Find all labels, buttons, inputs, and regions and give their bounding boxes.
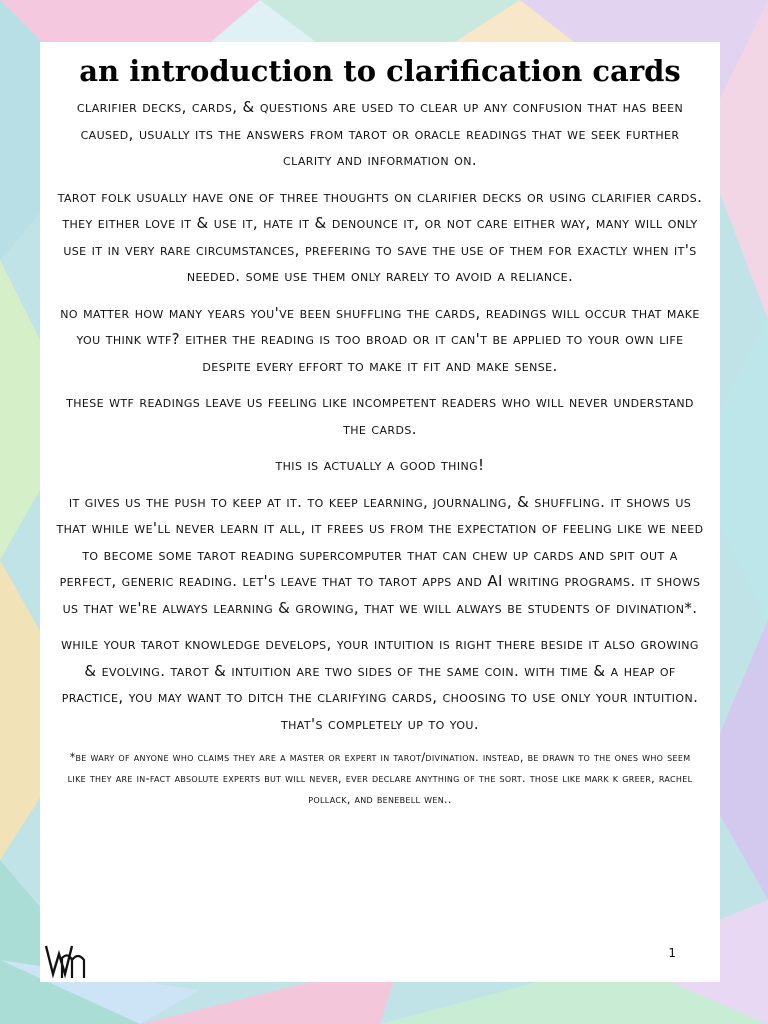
page-title: an introduction to clarification cards: [79, 54, 681, 88]
paragraph-6: it gives us the push to keep at it. to keep learning, journaling, & shuffling. it shows us that while we'll never learn it all, it frees us from the expectation of feeling like we need to become some tarot reading supercomputer that can chew up cards and spit out a perfect, generic reading. let's leave that to tarot apps and AI writing programs. it shows us that we're always learning & growing, that we will always be students of divination*.: [56, 492, 704, 617]
paragraph-7: while your tarot knowledge develops, your intuition is right there beside it also growing & evolving. tarot & intuition are two sides of the same coin. with time & a heap of practice, you may want to ditch the clarifying cards, choosing to use only your intuition. that's completely up to you.: [61, 635, 699, 733]
wm-logo-icon: [44, 940, 90, 982]
paragraph-3: no matter how many years you've been shuffling the cards, readings will occur that make you think wtf? either the reading is too broad or it can't be applied to your own life despite every effort to make it fit and make sense.: [60, 303, 700, 375]
paragraph-2: tarot folk usually have one of three thoughts on clarifier decks or using clarifier cards. they either love it & use it, hate it & denounce it, or not care either way, many will only use it in very rare circumstances, prefering to save the use of them for exactly when it's needed. some use them only rarely to avoid a reliance.: [57, 187, 703, 285]
page-number: 1: [668, 946, 676, 960]
paragraph-4: these wtf readings leave us feeling like incompetent readers who will never understand the cards.: [66, 393, 694, 438]
page-card: [40, 42, 720, 982]
paragraph-5: this is actually a good thing!: [275, 456, 485, 474]
paragraph-1: clarifier decks, cards, & questions are used to clear up any confusion that has been caused, usually its the answers from tarot or oracle readings that we seek further clarity and information on.: [76, 98, 684, 169]
footnote: *be wary of anyone who claims they are a master or expert in tarot/divination. instead, be drawn to the ones who seem like they are in-fact absolute experts but will never, ever declare anything of the sort. those like mark k greer, rachel pollack, and benebell wen..: [67, 751, 693, 806]
